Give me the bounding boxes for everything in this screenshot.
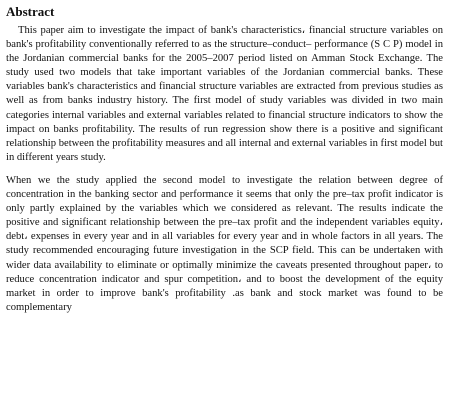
abstract-paragraph-2: When we the study applied the second model to investigate the relation between degree of concentration in the banking sector and performance it seems that only the pre–tax profit indicator is only partly explained by the variables which we considered as relevant. The results indicate the positive and significant relationship between the pre–tax profit and the independent variables equity، debt، expenses in every year and in all variables for every year and in whole factors in all years. The study recommended encouraging future investigation in the SCP field. This can be undertaken with wider data availability to eliminate or optimally minimize the caveats presented throughout paper، to reduce concentration indicator and spur competition، and to boost the development of the equity market in order to improve bank's profitability .as bank and stock market was found to be complementary <box>6 174 443 313</box>
paragraph-spacer <box>6 165 443 174</box>
abstract-heading: Abstract <box>6 4 55 19</box>
abstract-paragraph-1: This paper aim to investigate the impact of bank's characteristics، financial structure variables on bank's profitability conventionally referred to as the structure–conduct– performance (S C P) model in the Jordanian commercial banks for the 2005–2007 period listed on Amman Stock Exchange. The study used two models that take important variables of the Jordanian commercial banks. These variables bank's characteristics and financial structure variables are extracted from previous studies as well as from banks industry history. The first model of study variables was divided in two main categories internal variables and external variables related to financial structure indicators to show the impact on banks profitability. The results of run regression show there is a positive and significant relationship between the profitability measures and all internal and external variables in first model but in different years study. <box>6 25 443 163</box>
